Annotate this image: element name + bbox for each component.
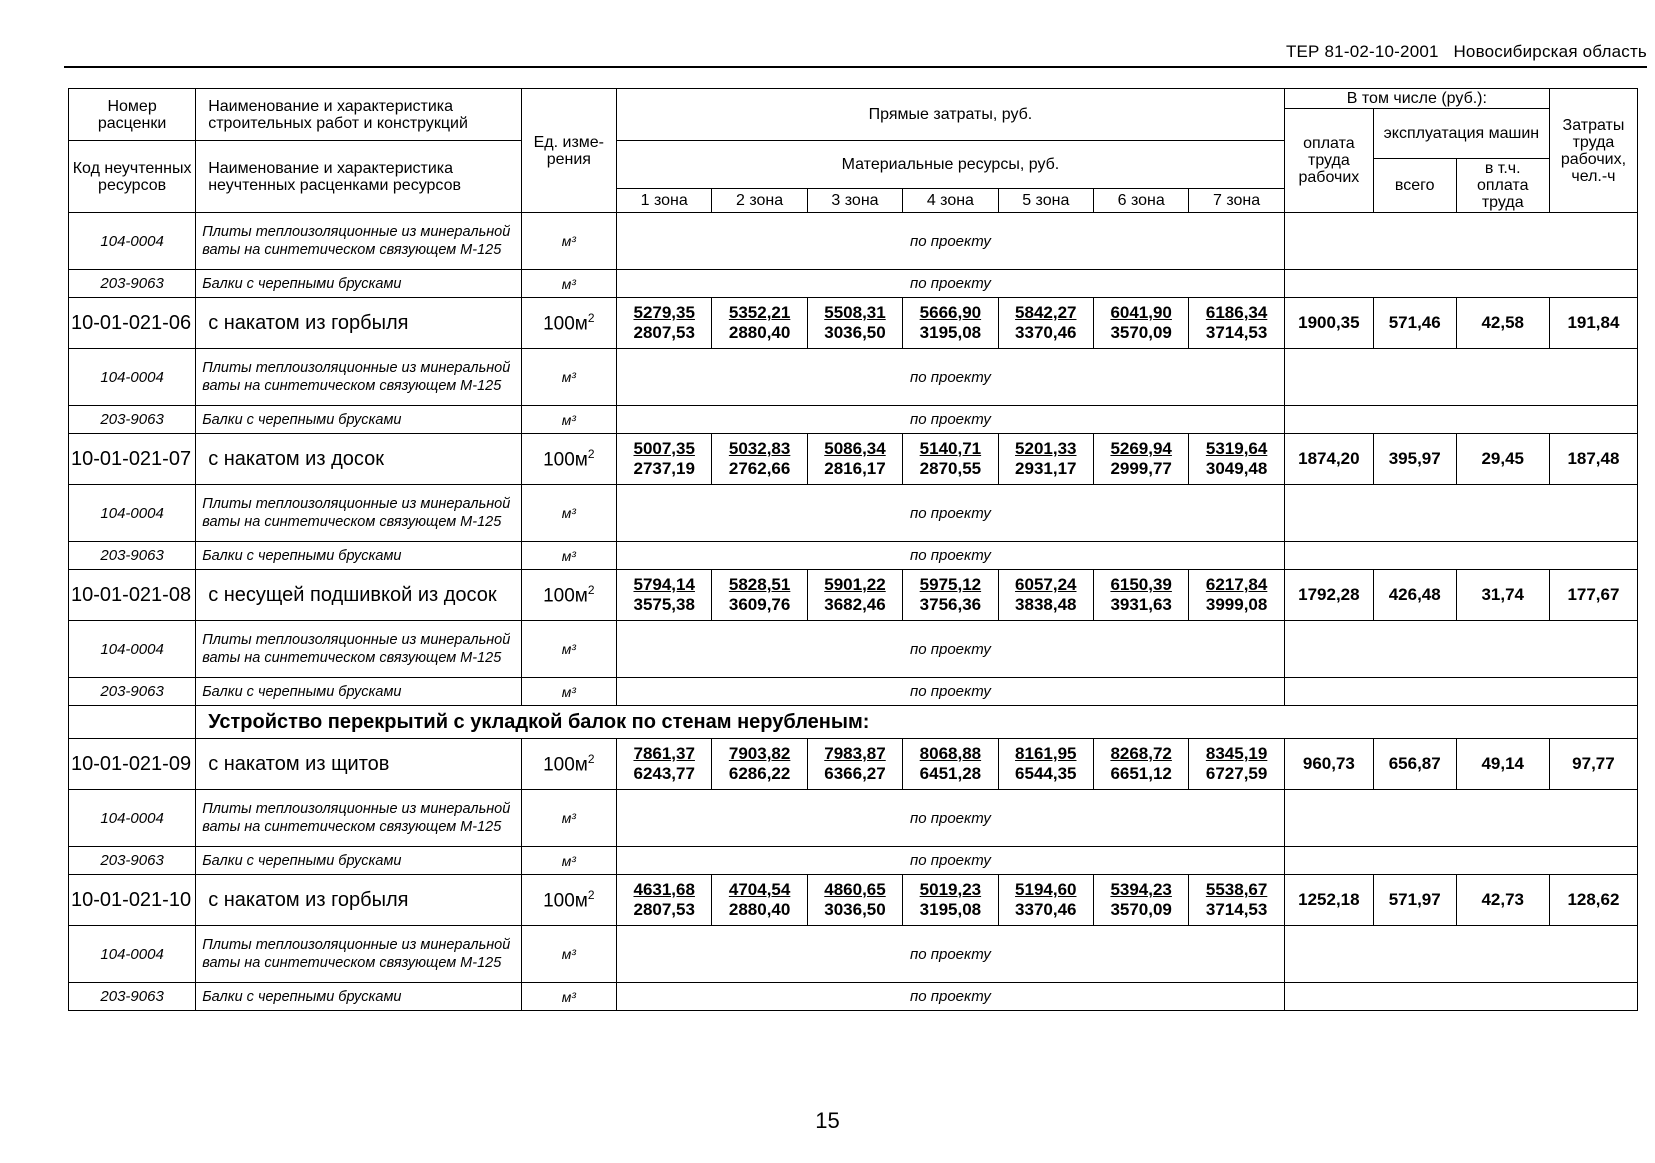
resource-unit: м³: [521, 406, 616, 434]
zatraty-value: 177,67: [1549, 570, 1637, 621]
zatraty-value: 97,77: [1549, 739, 1637, 790]
mash-vtch-value: 29,45: [1456, 434, 1549, 485]
mash-vsego-value: 395,97: [1373, 434, 1456, 485]
resource-code: 104-0004: [69, 485, 196, 542]
rate-unit-sup: 2: [587, 446, 595, 461]
zone-material-cost: 6243,77: [633, 764, 695, 783]
zone-material-cost: 3609,76: [728, 595, 791, 614]
mash-vtch-value: 42,58: [1456, 298, 1549, 349]
zone-material-cost: 6286,22: [728, 764, 791, 783]
zone-direct-cost: 6057,24: [1015, 575, 1077, 594]
zone-material-cost: 3575,38: [633, 595, 695, 614]
zone-material-cost: 3370,46: [1015, 323, 1077, 342]
resource-row: [69, 983, 1638, 1011]
resource-unit: м³: [521, 926, 616, 983]
rate-name: с накатом из досок: [196, 434, 521, 485]
po-proektu: по проекту: [617, 213, 1285, 270]
resource-code: 104-0004: [69, 790, 196, 847]
zone-direct-cost: 7983,87: [824, 744, 886, 763]
rate-row: [69, 875, 1638, 926]
zone-cost-cell: [807, 570, 902, 621]
zone-material-cost: 3036,50: [824, 323, 886, 342]
zone-cost-cell: [712, 570, 807, 621]
po-proektu: по проекту: [617, 926, 1285, 983]
empty-cell: [1284, 847, 1637, 875]
section-title: Устройство перекрытий с укладкой балок по стенам нерубленым:: [196, 706, 1638, 739]
zone-direct-cost: 7861,37: [633, 744, 695, 763]
zone-material-cost: 6366,27: [824, 764, 886, 783]
rate-code: 10-01-021-07: [69, 434, 196, 485]
rate-code: 10-01-021-09: [69, 739, 196, 790]
resource-name: Балки с черепными брусками: [196, 270, 521, 298]
empty-cell: [1284, 983, 1637, 1011]
region-name: Новосибирская область: [1453, 42, 1647, 61]
resource-unit: м³: [521, 213, 616, 270]
rate-unit-sup: 2: [587, 887, 595, 902]
zone-cost-cell: [903, 875, 998, 926]
zone-cost-cell: [1093, 875, 1188, 926]
resource-code: 104-0004: [69, 621, 196, 678]
rate-code: 10-01-021-10: [69, 875, 196, 926]
zone-direct-cost: 5666,90: [919, 303, 982, 322]
mash-vsego-value: 571,97: [1373, 875, 1456, 926]
zone-cost-cell: [903, 739, 998, 790]
rate-unit-text: 100м: [543, 449, 588, 471]
zone-material-cost: 2931,17: [1015, 459, 1077, 478]
rate-unit: [521, 739, 616, 790]
zone-cost-cell: [1189, 570, 1285, 621]
po-proektu: по проекту: [617, 621, 1285, 678]
col-header-zone: 2 зона: [712, 189, 807, 213]
zone-cost-cell: [1189, 739, 1285, 790]
zone-direct-cost: 5032,83: [728, 439, 791, 458]
oplata-value: 1792,28: [1284, 570, 1373, 621]
rate-unit-text: 100м: [543, 754, 588, 776]
zone-material-cost: 2762,66: [728, 459, 791, 478]
resource-row: [69, 406, 1638, 434]
po-proektu: по проекту: [617, 542, 1285, 570]
zone-direct-cost: 5086,34: [824, 439, 886, 458]
col-header-vsego: всего: [1373, 159, 1456, 213]
mash-vsego-value: 656,87: [1373, 739, 1456, 790]
mash-vtch-value: 31,74: [1456, 570, 1549, 621]
oplata-value: 1252,18: [1284, 875, 1373, 926]
page-header: [1286, 42, 1647, 62]
zone-cost-cell: [903, 434, 998, 485]
zone-material-cost: 3049,48: [1205, 459, 1268, 478]
rate-unit: [521, 434, 616, 485]
rate-unit: [521, 298, 616, 349]
col-header-zone: 4 зона: [903, 189, 998, 213]
resource-name: Плиты теплоизоляционные из минеральной ваты на синтетическом связующем М-125: [196, 485, 521, 542]
resource-unit: м³: [521, 542, 616, 570]
mash-vsego-value: 426,48: [1373, 570, 1456, 621]
zone-material-cost: 2816,17: [824, 459, 886, 478]
zone-cost-cell: [903, 570, 998, 621]
zone-cost-cell: [712, 434, 807, 485]
resource-name: Балки с черепными брусками: [196, 983, 521, 1011]
po-proektu: по проекту: [617, 678, 1285, 706]
po-proektu: по проекту: [617, 406, 1285, 434]
resource-code: 104-0004: [69, 926, 196, 983]
zone-cost-cell: [807, 298, 902, 349]
zone-material-cost: 2880,40: [728, 323, 791, 342]
zone-cost-cell: [998, 570, 1093, 621]
resource-unit: м³: [521, 983, 616, 1011]
resource-code: 203-9063: [69, 847, 196, 875]
zone-material-cost: 2807,53: [633, 900, 695, 919]
po-proektu: по проекту: [617, 790, 1285, 847]
resource-row: [69, 926, 1638, 983]
zone-direct-cost: 5794,14: [633, 575, 695, 594]
zone-material-cost: 6727,59: [1205, 764, 1268, 783]
zone-cost-cell: [998, 739, 1093, 790]
po-proektu: по проекту: [617, 270, 1285, 298]
zone-cost-cell: [807, 434, 902, 485]
po-proektu: по проекту: [617, 847, 1285, 875]
rate-row: [69, 739, 1638, 790]
resource-row: [69, 270, 1638, 298]
resource-name: Балки с черепными брусками: [196, 678, 521, 706]
zone-direct-cost: 5140,71: [919, 439, 982, 458]
zone-cost-cell: [617, 739, 712, 790]
col-header-naim2: Наименование и характеристика неучтенных расценками ресурсов: [196, 141, 521, 213]
rate-row: [69, 434, 1638, 485]
empty-cell: [1284, 485, 1637, 542]
empty-cell: [1284, 270, 1637, 298]
zone-cost-cell: [807, 739, 902, 790]
resource-row: [69, 349, 1638, 406]
resource-row: [69, 213, 1638, 270]
col-header-zone: 1 зона: [617, 189, 712, 213]
rate-name: с несущей подшивкой из досок: [196, 570, 521, 621]
empty-cell: [1284, 406, 1637, 434]
zone-material-cost: 3756,36: [919, 595, 982, 614]
col-header-zone: 5 зона: [998, 189, 1093, 213]
col-header-unit: Ед. изме-рения: [521, 89, 616, 213]
zone-material-cost: 2999,77: [1110, 459, 1172, 478]
zone-direct-cost: 4860,65: [824, 880, 886, 899]
rate-unit-text: 100м: [543, 890, 588, 912]
po-proektu: по проекту: [617, 349, 1285, 406]
rate-row: [69, 570, 1638, 621]
col-header-nomer: Номер расценки: [69, 89, 196, 141]
resource-unit: м³: [521, 621, 616, 678]
zone-direct-cost: 5901,22: [824, 575, 886, 594]
resource-code: 104-0004: [69, 349, 196, 406]
col-header-kod: Код неучтенных ресурсов: [69, 141, 196, 213]
zone-direct-cost: 5194,60: [1015, 880, 1077, 899]
rate-name: с накатом из горбыля: [196, 875, 521, 926]
resource-name: Плиты теплоизоляционные из минеральной ваты на синтетическом связующем М-125: [196, 621, 521, 678]
zone-cost-cell: [617, 298, 712, 349]
zone-material-cost: 3036,50: [824, 900, 886, 919]
zone-material-cost: 3714,53: [1205, 900, 1268, 919]
rate-unit-sup: 2: [587, 310, 595, 325]
resource-name: Плиты теплоизоляционные из минеральной ваты на синтетическом связующем М-125: [196, 213, 521, 270]
zone-direct-cost: 6150,39: [1110, 575, 1172, 594]
zone-cost-cell: [1189, 875, 1285, 926]
col-header-zone: 3 зона: [807, 189, 902, 213]
resource-name: Балки с черепными брусками: [196, 847, 521, 875]
zone-direct-cost: 7903,82: [728, 744, 791, 763]
empty-cell: [1284, 790, 1637, 847]
zone-material-cost: 3370,46: [1015, 900, 1077, 919]
section-row: [69, 706, 1638, 739]
rate-code: 10-01-021-08: [69, 570, 196, 621]
zone-material-cost: 6544,35: [1015, 764, 1077, 783]
zone-direct-cost: 5352,21: [728, 303, 791, 322]
rate-unit-sup: 2: [587, 751, 595, 766]
col-header-zatraty: Затраты труда рабочих, чел.-ч: [1549, 89, 1637, 213]
resource-row: [69, 790, 1638, 847]
col-header-zone: 7 зона: [1189, 189, 1285, 213]
col-header-vtch: в т.ч. оплата труда: [1456, 159, 1549, 213]
resource-row: [69, 847, 1638, 875]
resource-name: Плиты теплоизоляционные из минеральной ваты на синтетическом связующем М-125: [196, 349, 521, 406]
zone-material-cost: 2807,53: [633, 323, 695, 342]
resource-row: [69, 485, 1638, 542]
zone-direct-cost: 5538,67: [1205, 880, 1268, 899]
zone-material-cost: 3682,46: [824, 595, 886, 614]
zone-material-cost: 2870,55: [919, 459, 982, 478]
empty-cell: [1284, 542, 1637, 570]
zone-cost-cell: [1189, 434, 1285, 485]
mash-vtch-value: 42,73: [1456, 875, 1549, 926]
zone-cost-cell: [903, 298, 998, 349]
zone-direct-cost: 5007,35: [633, 439, 695, 458]
resource-unit: м³: [521, 349, 616, 406]
col-header-ekspl: эксплуатация машин: [1373, 109, 1549, 159]
col-header-naim1: Наименование и характеристика строительных работ и конструкций: [196, 89, 521, 141]
empty-cell: [1284, 349, 1637, 406]
resource-unit: м³: [521, 270, 616, 298]
zone-cost-cell: [617, 570, 712, 621]
po-proektu: по проекту: [617, 983, 1285, 1011]
zone-direct-cost: 8268,72: [1110, 744, 1172, 763]
zone-material-cost: 3570,09: [1110, 900, 1172, 919]
zone-cost-cell: [998, 875, 1093, 926]
zone-direct-cost: 5842,27: [1015, 303, 1077, 322]
empty-cell: [1284, 621, 1637, 678]
rate-code: 10-01-021-06: [69, 298, 196, 349]
mash-vtch-value: 49,14: [1456, 739, 1549, 790]
zone-direct-cost: 5269,94: [1110, 439, 1172, 458]
resource-code: 203-9063: [69, 406, 196, 434]
zone-direct-cost: 5019,23: [919, 880, 982, 899]
zone-material-cost: 2737,19: [633, 459, 695, 478]
resource-row: [69, 678, 1638, 706]
empty-cell: [69, 706, 196, 739]
resource-unit: м³: [521, 847, 616, 875]
resource-unit: м³: [521, 485, 616, 542]
empty-cell: [1284, 678, 1637, 706]
zone-material-cost: 3931,63: [1110, 595, 1172, 614]
resource-row: [69, 621, 1638, 678]
rate-unit: [521, 570, 616, 621]
resource-code: 203-9063: [69, 678, 196, 706]
oplata-value: 960,73: [1284, 739, 1373, 790]
zone-material-cost: 6451,28: [919, 764, 982, 783]
empty-cell: [1284, 926, 1637, 983]
zone-material-cost: 6651,12: [1110, 764, 1172, 783]
zone-material-cost: 3999,08: [1205, 595, 1268, 614]
rate-unit-text: 100м: [543, 313, 588, 335]
zone-cost-cell: [712, 298, 807, 349]
zatraty-value: 191,84: [1549, 298, 1637, 349]
doc-reference: ТЕР 81-02-10-2001: [1285, 42, 1439, 61]
col-header-materialnye: Материальные ресурсы, руб.: [617, 141, 1285, 189]
zatraty-value: 128,62: [1549, 875, 1637, 926]
zone-cost-cell: [1189, 298, 1285, 349]
zone-direct-cost: 5828,51: [728, 575, 791, 594]
zone-material-cost: 3195,08: [919, 900, 982, 919]
zone-direct-cost: 6041,90: [1110, 303, 1172, 322]
resource-row: [69, 542, 1638, 570]
rate-name: с накатом из горбыля: [196, 298, 521, 349]
zone-cost-cell: [617, 434, 712, 485]
page-number: 15: [815, 1108, 840, 1133]
header-rule: [64, 66, 1647, 68]
oplata-value: 1874,20: [1284, 434, 1373, 485]
rate-name: с накатом из щитов: [196, 739, 521, 790]
resource-code: 203-9063: [69, 983, 196, 1011]
col-header-zone: 6 зона: [1093, 189, 1188, 213]
zone-material-cost: 3838,48: [1015, 595, 1077, 614]
resource-name: Балки с черепными брусками: [196, 542, 521, 570]
zone-cost-cell: [712, 875, 807, 926]
zone-direct-cost: 5201,33: [1015, 439, 1077, 458]
resource-code: 203-9063: [69, 270, 196, 298]
zone-direct-cost: 8068,88: [919, 744, 982, 763]
zone-cost-cell: [998, 298, 1093, 349]
col-header-pryamye: Прямые затраты, руб.: [617, 89, 1285, 141]
resource-code: 104-0004: [69, 213, 196, 270]
po-proektu: по проекту: [617, 485, 1285, 542]
zone-cost-cell: [617, 875, 712, 926]
resource-unit: м³: [521, 790, 616, 847]
resource-name: Плиты теплоизоляционные из минеральной ваты на синтетическом связующем М-125: [196, 926, 521, 983]
zone-material-cost: 3714,53: [1205, 323, 1268, 342]
col-header-v-tom-chisle: В том числе (руб.):: [1284, 89, 1549, 109]
zone-cost-cell: [1093, 739, 1188, 790]
resource-unit: м³: [521, 678, 616, 706]
zone-direct-cost: 5508,31: [824, 303, 886, 322]
zone-cost-cell: [807, 875, 902, 926]
zone-direct-cost: 8345,19: [1205, 744, 1268, 763]
zatraty-value: 187,48: [1549, 434, 1637, 485]
col-header-oplata: оплата труда рабочих: [1284, 109, 1373, 213]
zone-cost-cell: [998, 434, 1093, 485]
rate-row: [69, 298, 1638, 349]
zone-direct-cost: 5279,35: [633, 303, 695, 322]
zone-cost-cell: [712, 739, 807, 790]
zone-direct-cost: 5319,64: [1205, 439, 1268, 458]
zone-material-cost: 2880,40: [728, 900, 791, 919]
resource-code: 203-9063: [69, 542, 196, 570]
mash-vsego-value: 571,46: [1373, 298, 1456, 349]
zone-direct-cost: 4631,68: [633, 880, 695, 899]
zone-direct-cost: 5394,23: [1110, 880, 1172, 899]
zone-direct-cost: 6186,34: [1205, 303, 1268, 322]
zone-cost-cell: [1093, 570, 1188, 621]
zone-direct-cost: 6217,84: [1205, 575, 1268, 594]
zone-direct-cost: 4704,54: [728, 880, 791, 899]
zone-cost-cell: [1093, 434, 1188, 485]
resource-name: Плиты теплоизоляционные из минеральной ваты на синтетическом связующем М-125: [196, 790, 521, 847]
oplata-value: 1900,35: [1284, 298, 1373, 349]
empty-cell: [1284, 213, 1637, 270]
resource-name: Балки с черепными брусками: [196, 406, 521, 434]
zone-cost-cell: [1093, 298, 1188, 349]
rate-unit: [521, 875, 616, 926]
zone-direct-cost: 8161,95: [1015, 744, 1077, 763]
zone-material-cost: 3570,09: [1110, 323, 1172, 342]
zone-material-cost: 3195,08: [919, 323, 982, 342]
price-table: [68, 88, 1638, 1011]
rate-unit-text: 100м: [543, 585, 588, 607]
zone-direct-cost: 5975,12: [919, 575, 982, 594]
rate-unit-sup: 2: [587, 582, 595, 597]
